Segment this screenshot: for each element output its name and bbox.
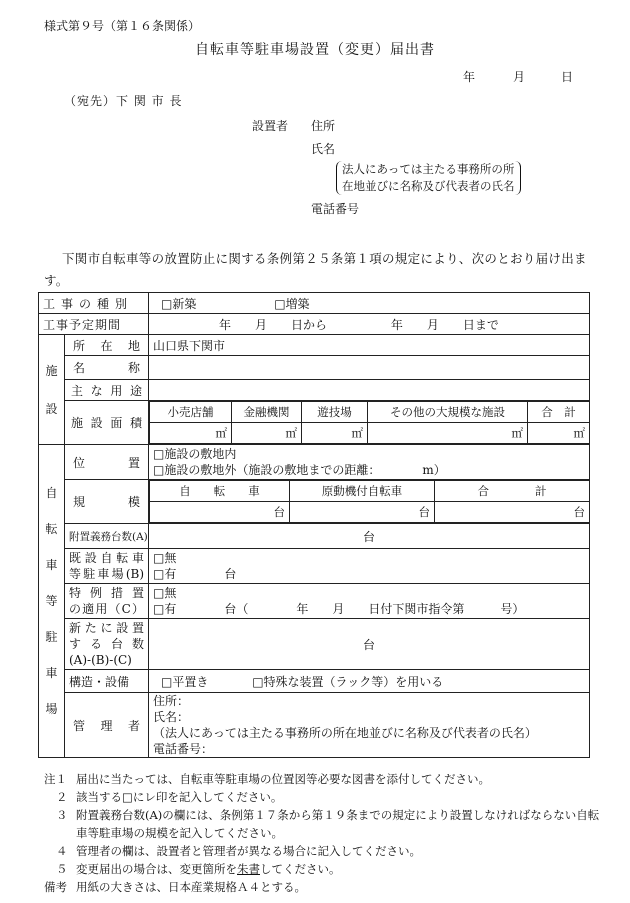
manager-phone-label: 電話番号：: [153, 742, 214, 756]
bike-parking-group-label: [39, 445, 65, 758]
scale-moped-unit[interactable]: 台: [290, 502, 435, 523]
note-3-number: ３: [56, 808, 68, 822]
note-5-text-underlined: 朱書: [237, 862, 260, 876]
required-label: 附置義務台数(A): [65, 524, 149, 549]
location-label: 所在地: [65, 335, 149, 356]
area-label: 施設面積: [65, 401, 149, 445]
scale-cell: [149, 480, 590, 524]
note-1-text: 届出に当たっては、自転車等駐車場の位置図等必要な図書を添付してください。: [76, 772, 490, 786]
area-table: [149, 401, 589, 444]
note-5-number: ５: [56, 862, 68, 876]
area-col-total: 合 計: [528, 402, 589, 423]
bike-char-1: 自: [45, 486, 58, 500]
structure-label: 構造・設備: [65, 670, 149, 693]
position-outside-checkbox[interactable]: □施設の敷地外（施設の敷地までの距離： m）: [153, 463, 446, 477]
intro-text: 下関市自転車等の放置防止に関する条例第２５条第１項の規定により、次のとおり届け出ます。: [44, 251, 587, 288]
special-cell: [149, 584, 590, 619]
bike-char-2: 転: [45, 522, 58, 536]
existing-label: [65, 549, 149, 584]
scale-bicycle-unit[interactable]: 台: [150, 502, 290, 523]
area-total-unit[interactable]: ㎡: [528, 423, 589, 444]
new-count-label: [65, 619, 149, 670]
new-count-label-line1: 新たに設置: [69, 621, 145, 635]
position-inside-checkbox[interactable]: □施設の敷地内: [153, 447, 237, 461]
area-amusement-unit[interactable]: ㎡: [302, 423, 368, 444]
setter-label: 設置者: [252, 119, 289, 133]
date-day: 日: [561, 70, 574, 84]
position-label: 位置: [65, 445, 149, 480]
area-finance-unit[interactable]: ㎡: [232, 423, 302, 444]
remark-label: 備考: [44, 880, 67, 894]
note-5-text: [76, 860, 604, 878]
special-none-checkbox[interactable]: □無: [153, 586, 177, 600]
remark: [44, 878, 604, 896]
date-year: 年: [463, 70, 476, 84]
note-5-text-before: 変更届出の場合は、変更箇所を: [76, 862, 237, 876]
schedule-to: 年 月 日まで: [390, 317, 499, 332]
required-value[interactable]: 台: [149, 524, 590, 549]
facility-char-2: 設: [45, 401, 58, 416]
remark-text: 用紙の大きさは、日本産業規格Ａ４とする。: [76, 880, 306, 894]
area-retail-unit[interactable]: ㎡: [150, 423, 232, 444]
manager-label: 管理者: [65, 693, 149, 758]
location-value[interactable]: 山口県下関市: [149, 335, 590, 356]
schedule-from: 年 月 日から: [219, 317, 328, 332]
note-5-text-after: してください。: [260, 862, 341, 876]
application-table: [38, 292, 590, 758]
scale-col-total: 合 計: [435, 481, 589, 502]
structure-cell: [149, 670, 590, 693]
bike-char-7: 場: [45, 702, 58, 716]
facility-group-label: [39, 335, 65, 445]
bike-char-4: 等: [45, 594, 58, 608]
work-type-extend-checkbox[interactable]: □増築: [274, 296, 310, 311]
corp-note: [336, 161, 521, 195]
bike-char-6: 車: [45, 666, 58, 680]
note-2-number: ２: [56, 790, 68, 804]
note-2-text: 該当する□にレ印を記入してください。: [76, 790, 283, 804]
special-label: [65, 584, 149, 619]
special-label-line1: 特例措置: [69, 586, 145, 600]
area-cell: [149, 401, 590, 445]
note-1-number: 注１: [44, 772, 67, 786]
manager-cell: [149, 693, 590, 758]
bike-char-3: 車: [45, 558, 58, 572]
work-type-new-checkbox[interactable]: □新築: [161, 296, 197, 311]
scale-label: 規模: [65, 480, 149, 524]
schedule-label: 工事予定期間: [39, 314, 149, 335]
existing-none-checkbox[interactable]: □無: [153, 551, 177, 565]
note-2: [44, 788, 604, 806]
work-type-cell: [149, 293, 590, 314]
note-4: [44, 842, 604, 860]
note-5: [44, 860, 604, 878]
note-3: [44, 806, 604, 842]
facility-name-value[interactable]: [149, 356, 590, 380]
new-count-label-line2: する台数: [69, 637, 145, 651]
schedule-cell: [149, 314, 590, 335]
special-yes-checkbox[interactable]: □有 台（ 年 月 日付下関市指令第 号）: [153, 602, 525, 616]
facility-name-label: 名称: [65, 356, 149, 380]
note-3-text: 附置義務台数(A)の欄には、条例第１７条から第１９条までの規定により設置しなければならない自転車等駐車場の規模を記入してください。: [76, 808, 600, 840]
scale-total-unit[interactable]: 台: [435, 502, 589, 523]
area-col-finance: 金融機関: [232, 402, 302, 423]
notes-section: [44, 770, 604, 896]
area-col-other: その他の大規模な施設: [368, 402, 528, 423]
page-title: 自転車等駐車場設置（変更）届出書: [195, 42, 435, 58]
structure-flat-checkbox[interactable]: □平置き: [161, 674, 209, 689]
bike-char-5: 駐: [45, 630, 58, 644]
facility-char-1: 施: [45, 363, 58, 378]
new-count-value[interactable]: 台: [149, 619, 590, 670]
manager-note: （法人にあっては主たる事務所の所在地並びに名称及び代表者の氏名）: [153, 726, 537, 740]
existing-cell: [149, 549, 590, 584]
position-cell: [149, 445, 590, 480]
structure-rack-checkbox[interactable]: □特殊な装置（ラック等）を用いる: [252, 674, 444, 689]
area-col-amusement: 遊技場: [302, 402, 368, 423]
area-other-unit[interactable]: ㎡: [368, 423, 528, 444]
work-type-label: 工事の種別: [39, 293, 149, 314]
applicant-name-label: 氏名: [311, 142, 336, 156]
existing-yes-checkbox[interactable]: □有 台: [153, 567, 237, 581]
manager-address-label: 住所：: [153, 694, 190, 708]
applicant-address-label: 住所: [311, 119, 336, 133]
scale-table: [149, 480, 589, 523]
note-4-number: ４: [56, 844, 68, 858]
scale-col-bicycle: 自 転 車: [150, 481, 290, 502]
special-label-line2: の適用（C）: [69, 602, 145, 616]
applicant-phone-label: 電話番号: [311, 202, 360, 216]
usage-value[interactable]: [149, 380, 590, 401]
existing-label-line2: 等駐車場(B): [69, 567, 145, 581]
manager-name-label: 氏名：: [153, 710, 190, 724]
scale-col-moped: 原動機付自転車: [290, 481, 435, 502]
corp-note-line1: 法人にあっては主たる事務所の所: [342, 162, 515, 176]
area-col-retail: 小売店舗: [150, 402, 232, 423]
new-count-label-line3: (A)-(B)-(C): [69, 653, 132, 667]
corp-note-line2: 在地並びに名称及び代表者の氏名: [342, 179, 515, 193]
note-1: [44, 770, 604, 788]
existing-label-line1: 既設自転車: [69, 551, 145, 565]
date-month: 月: [513, 70, 526, 84]
addressee: （宛先）下 関 市 長: [64, 94, 183, 108]
form-number: 様式第９号（第１６条関係）: [44, 19, 201, 33]
usage-label: 主な用途: [65, 380, 149, 401]
note-4-text: 管理者の欄は、設置者と管理者が異なる場合に記入してください。: [76, 844, 421, 858]
